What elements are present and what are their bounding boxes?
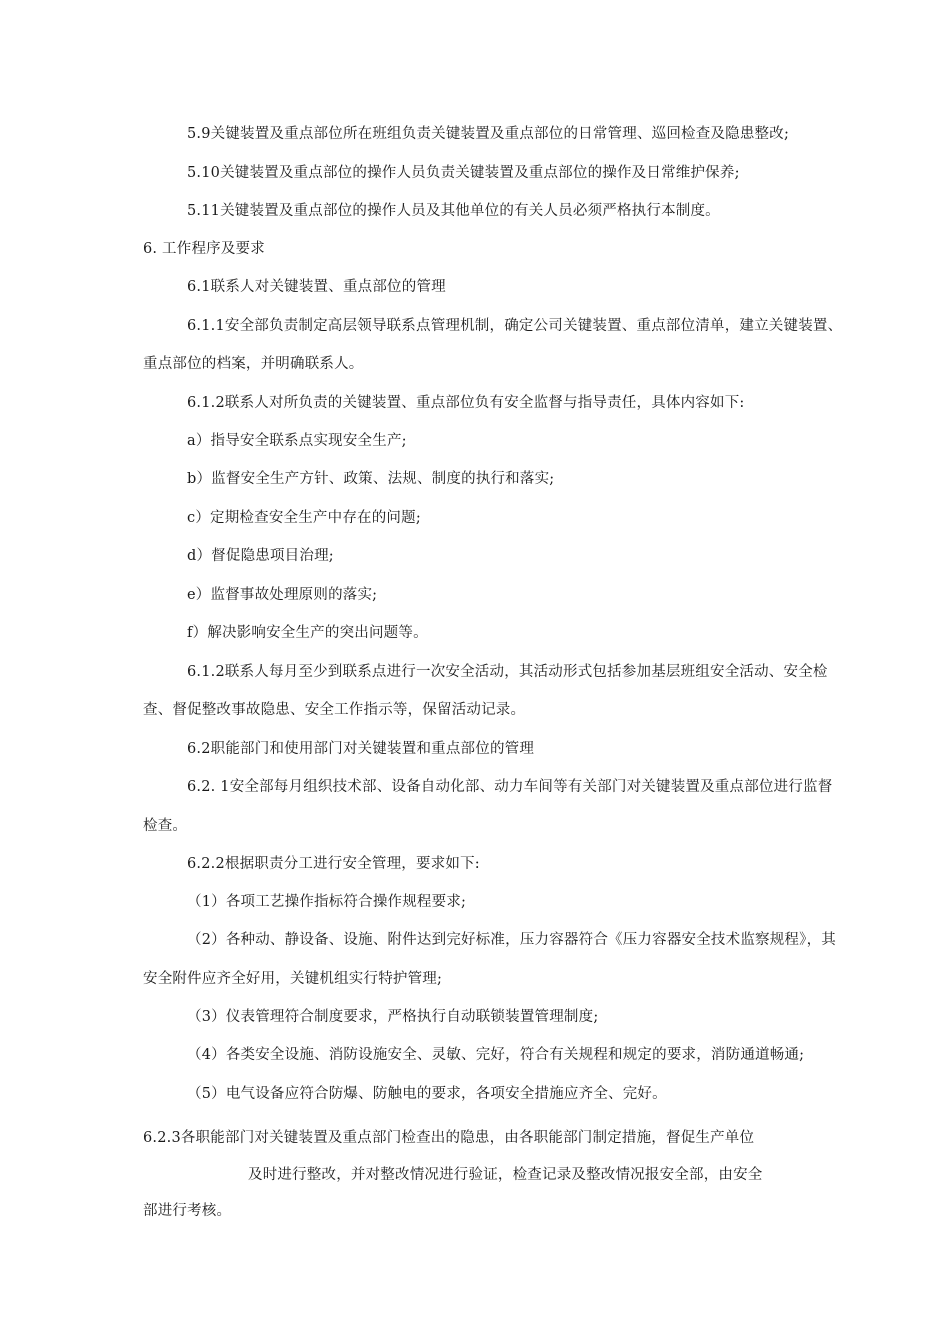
requirement-2: （2）各种动、静设备、设施、附件达到完好标准，压力容器符合《压力容器安全技术监察规程》，其 bbox=[187, 932, 836, 948]
list-item-f: f）解决影响安全生产的突出问题等。 bbox=[187, 625, 428, 641]
clause-6-1-1-continued: 重点部位的档案，并明确联系人。 bbox=[143, 356, 364, 372]
clause-5-11: 5.11关键装置及重点部位的操作人员及其他单位的有关人员必须严格执行本制度。 bbox=[187, 203, 720, 219]
subsection-heading-6-2: 6.2职能部门和使用部门对关键装置和重点部位的管理 bbox=[187, 741, 535, 757]
list-item-e: e）监督事故处理原则的落实; bbox=[187, 587, 378, 603]
list-item-d: d）督促隐患项目治理; bbox=[187, 548, 334, 564]
clause-6-1-2-b: 6.1.2联系人每月至少到联系点进行一次安全活动，其活动形式包括参加基层班组安全活动、安全检 bbox=[187, 664, 828, 680]
clause-6-1-2-b-continued: 查、督促整改事故隐患、安全工作指示等，保留活动记录。 bbox=[143, 702, 526, 718]
clause-5-10: 5.10关键装置及重点部位的操作人员负责关键装置及重点部位的操作及日常维护保养; bbox=[187, 165, 740, 181]
clause-6-1-2: 6.1.2联系人对所负责的关键装置、重点部位负有安全监督与指导责任，具体内容如下: bbox=[187, 395, 745, 411]
requirement-5: （5）电气设备应符合防爆、防触电的要求，各项安全措施应齐全、完好。 bbox=[187, 1086, 667, 1102]
requirement-2-continued: 安全附件应齐全好用，关键机组实行特护管理; bbox=[143, 971, 443, 987]
clause-5-9: 5.9关键装置及重点部位所在班组负责关键装置及重点部位的日常管理、巡回检查及隐患整改; bbox=[187, 126, 790, 142]
clause-6-2-3: 6.2.3各职能部门对关键装置及重点部门检查出的隐患，由各职能部门制定措施，督促生产单位 bbox=[143, 1130, 755, 1146]
clause-6-2-1: 6.2. 1安全部每月组织技术部、设备自动化部、动力车间等有关部门对关键装置及重点部位进行监督 bbox=[187, 779, 833, 795]
clause-6-1-1: 6.1.1安全部负责制定高层领导联系点管理机制，确定公司关键装置、重点部位清单，建立关键装置、 bbox=[187, 318, 843, 334]
list-item-a: a）指导安全联系点实现安全生产; bbox=[187, 433, 407, 449]
section-heading-6: 6. 工作程序及要求 bbox=[143, 241, 265, 257]
requirement-4: （4）各类安全设施、消防设施安全、灵敏、完好，符合有关规程和规定的要求，消防通道畅通; bbox=[187, 1047, 805, 1063]
list-item-b: b）监督安全生产方针、政策、法规、制度的执行和落实; bbox=[187, 471, 555, 487]
clause-6-2-1-continued: 检查。 bbox=[143, 818, 188, 834]
clause-6-2-2: 6.2.2根据职责分工进行安全管理，要求如下: bbox=[187, 856, 480, 872]
clause-6-2-3-end: 部进行考核。 bbox=[143, 1203, 232, 1219]
requirement-3: （3）仪表管理符合制度要求，严格执行自动联锁装置管理制度; bbox=[187, 1009, 599, 1025]
list-item-c: c）定期检查安全生产中存在的问题; bbox=[187, 510, 421, 526]
requirement-1: （1）各项工艺操作指标符合操作规程要求; bbox=[187, 894, 467, 910]
clause-6-2-3-continued: 及时进行整改，并对整改情况进行验证，检查记录及整改情况报安全部，由安全 bbox=[248, 1167, 763, 1183]
subsection-heading-6-1: 6.1联系人对关键装置、重点部位的管理 bbox=[187, 279, 446, 295]
